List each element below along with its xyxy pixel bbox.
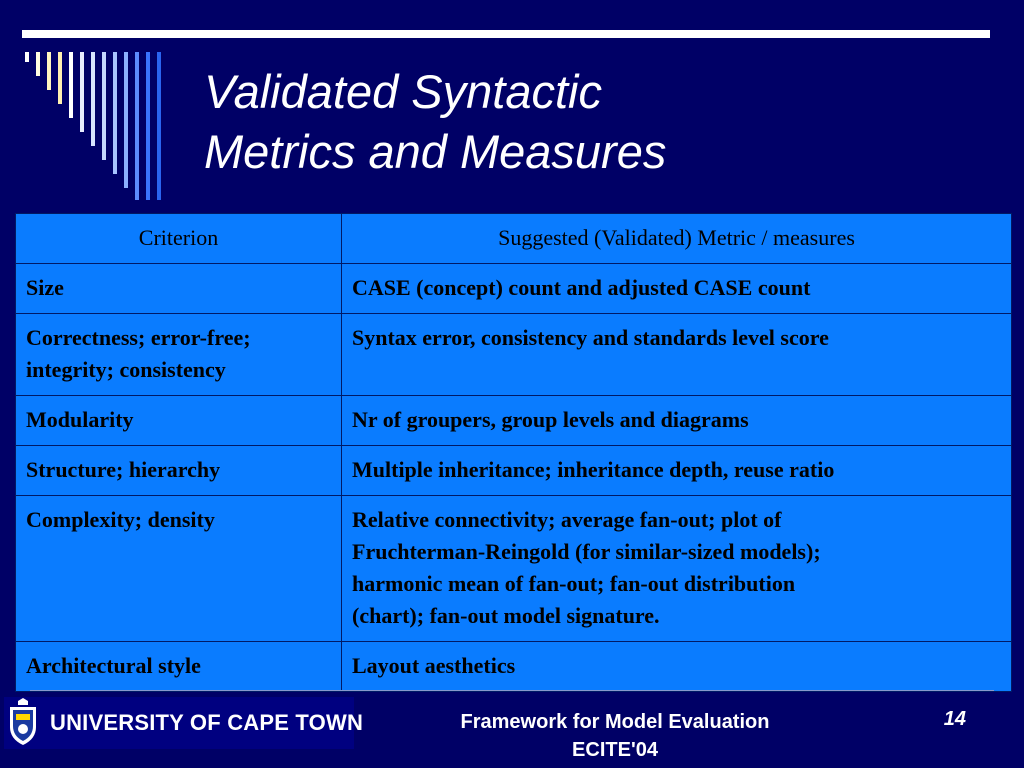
criterion-text: Modularity xyxy=(26,407,134,432)
measure-cell xyxy=(342,264,1012,314)
measure-cell xyxy=(342,496,1012,642)
measure-text: Nr of groupers, group levels and diagrams xyxy=(352,407,749,432)
measure-cell xyxy=(342,396,1012,446)
measure-cell xyxy=(342,446,1012,496)
metrics-table xyxy=(15,213,1012,692)
footer-text xyxy=(380,708,850,764)
bottom-divider-line xyxy=(30,690,994,691)
table-row xyxy=(16,446,1012,496)
title-line-1: Validated Syntactic xyxy=(204,65,602,118)
criterion-cell xyxy=(16,396,342,446)
criterion-cell xyxy=(16,264,342,314)
slide-title xyxy=(204,62,666,182)
table-row xyxy=(16,264,1012,314)
measure-text: Fruchterman-Reingold (for similar-sized models); xyxy=(352,539,821,564)
criterion-text: Correctness; error-free; xyxy=(26,325,251,350)
criterion-cell xyxy=(16,446,342,496)
university-crest-icon xyxy=(4,697,42,749)
measure-text: Multiple inheritance; inheritance depth, reuse ratio xyxy=(352,457,835,482)
university-logo xyxy=(4,697,364,749)
criterion-text: integrity; consistency xyxy=(26,357,226,382)
criterion-text: Architectural style xyxy=(26,653,201,678)
criterion-text: Size xyxy=(26,275,64,300)
table-row xyxy=(16,496,1012,642)
measure-cell xyxy=(342,314,1012,396)
table-header-row xyxy=(16,214,1012,264)
table-row xyxy=(16,314,1012,396)
decorative-stripes xyxy=(0,0,180,200)
table-row xyxy=(16,396,1012,446)
header-criterion: Criterion xyxy=(16,214,342,264)
measure-text: (chart); fan-out model signature. xyxy=(352,603,660,628)
header-measures: Suggested (Validated) Metric / measures xyxy=(342,214,1012,264)
measure-text: Layout aesthetics xyxy=(352,653,516,678)
criterion-cell xyxy=(16,642,342,692)
measure-text: harmonic mean of fan-out; fan-out distribution xyxy=(352,571,796,596)
table-row xyxy=(16,642,1012,692)
title-line-2: Metrics and Measures xyxy=(204,125,667,178)
measure-text: Relative connectivity; average fan-out; plot of xyxy=(352,507,782,532)
measure-text: CASE (concept) count and adjusted CASE count xyxy=(352,275,811,300)
measure-text: Syntax error, consistency and standards level score xyxy=(352,325,829,350)
page-number: 14 xyxy=(943,708,966,730)
criterion-cell xyxy=(16,496,342,642)
measure-cell xyxy=(342,642,1012,692)
criterion-text: Complexity; density xyxy=(26,507,215,532)
footer-line-1: Framework for Model Evaluation xyxy=(460,711,770,733)
footer-line-2: ECITE'04 xyxy=(572,739,658,761)
criterion-cell xyxy=(16,314,342,396)
criterion-text: Structure; hierarchy xyxy=(26,457,221,482)
university-name: UNIVERSITY OF CAPE TOWN xyxy=(50,710,364,735)
